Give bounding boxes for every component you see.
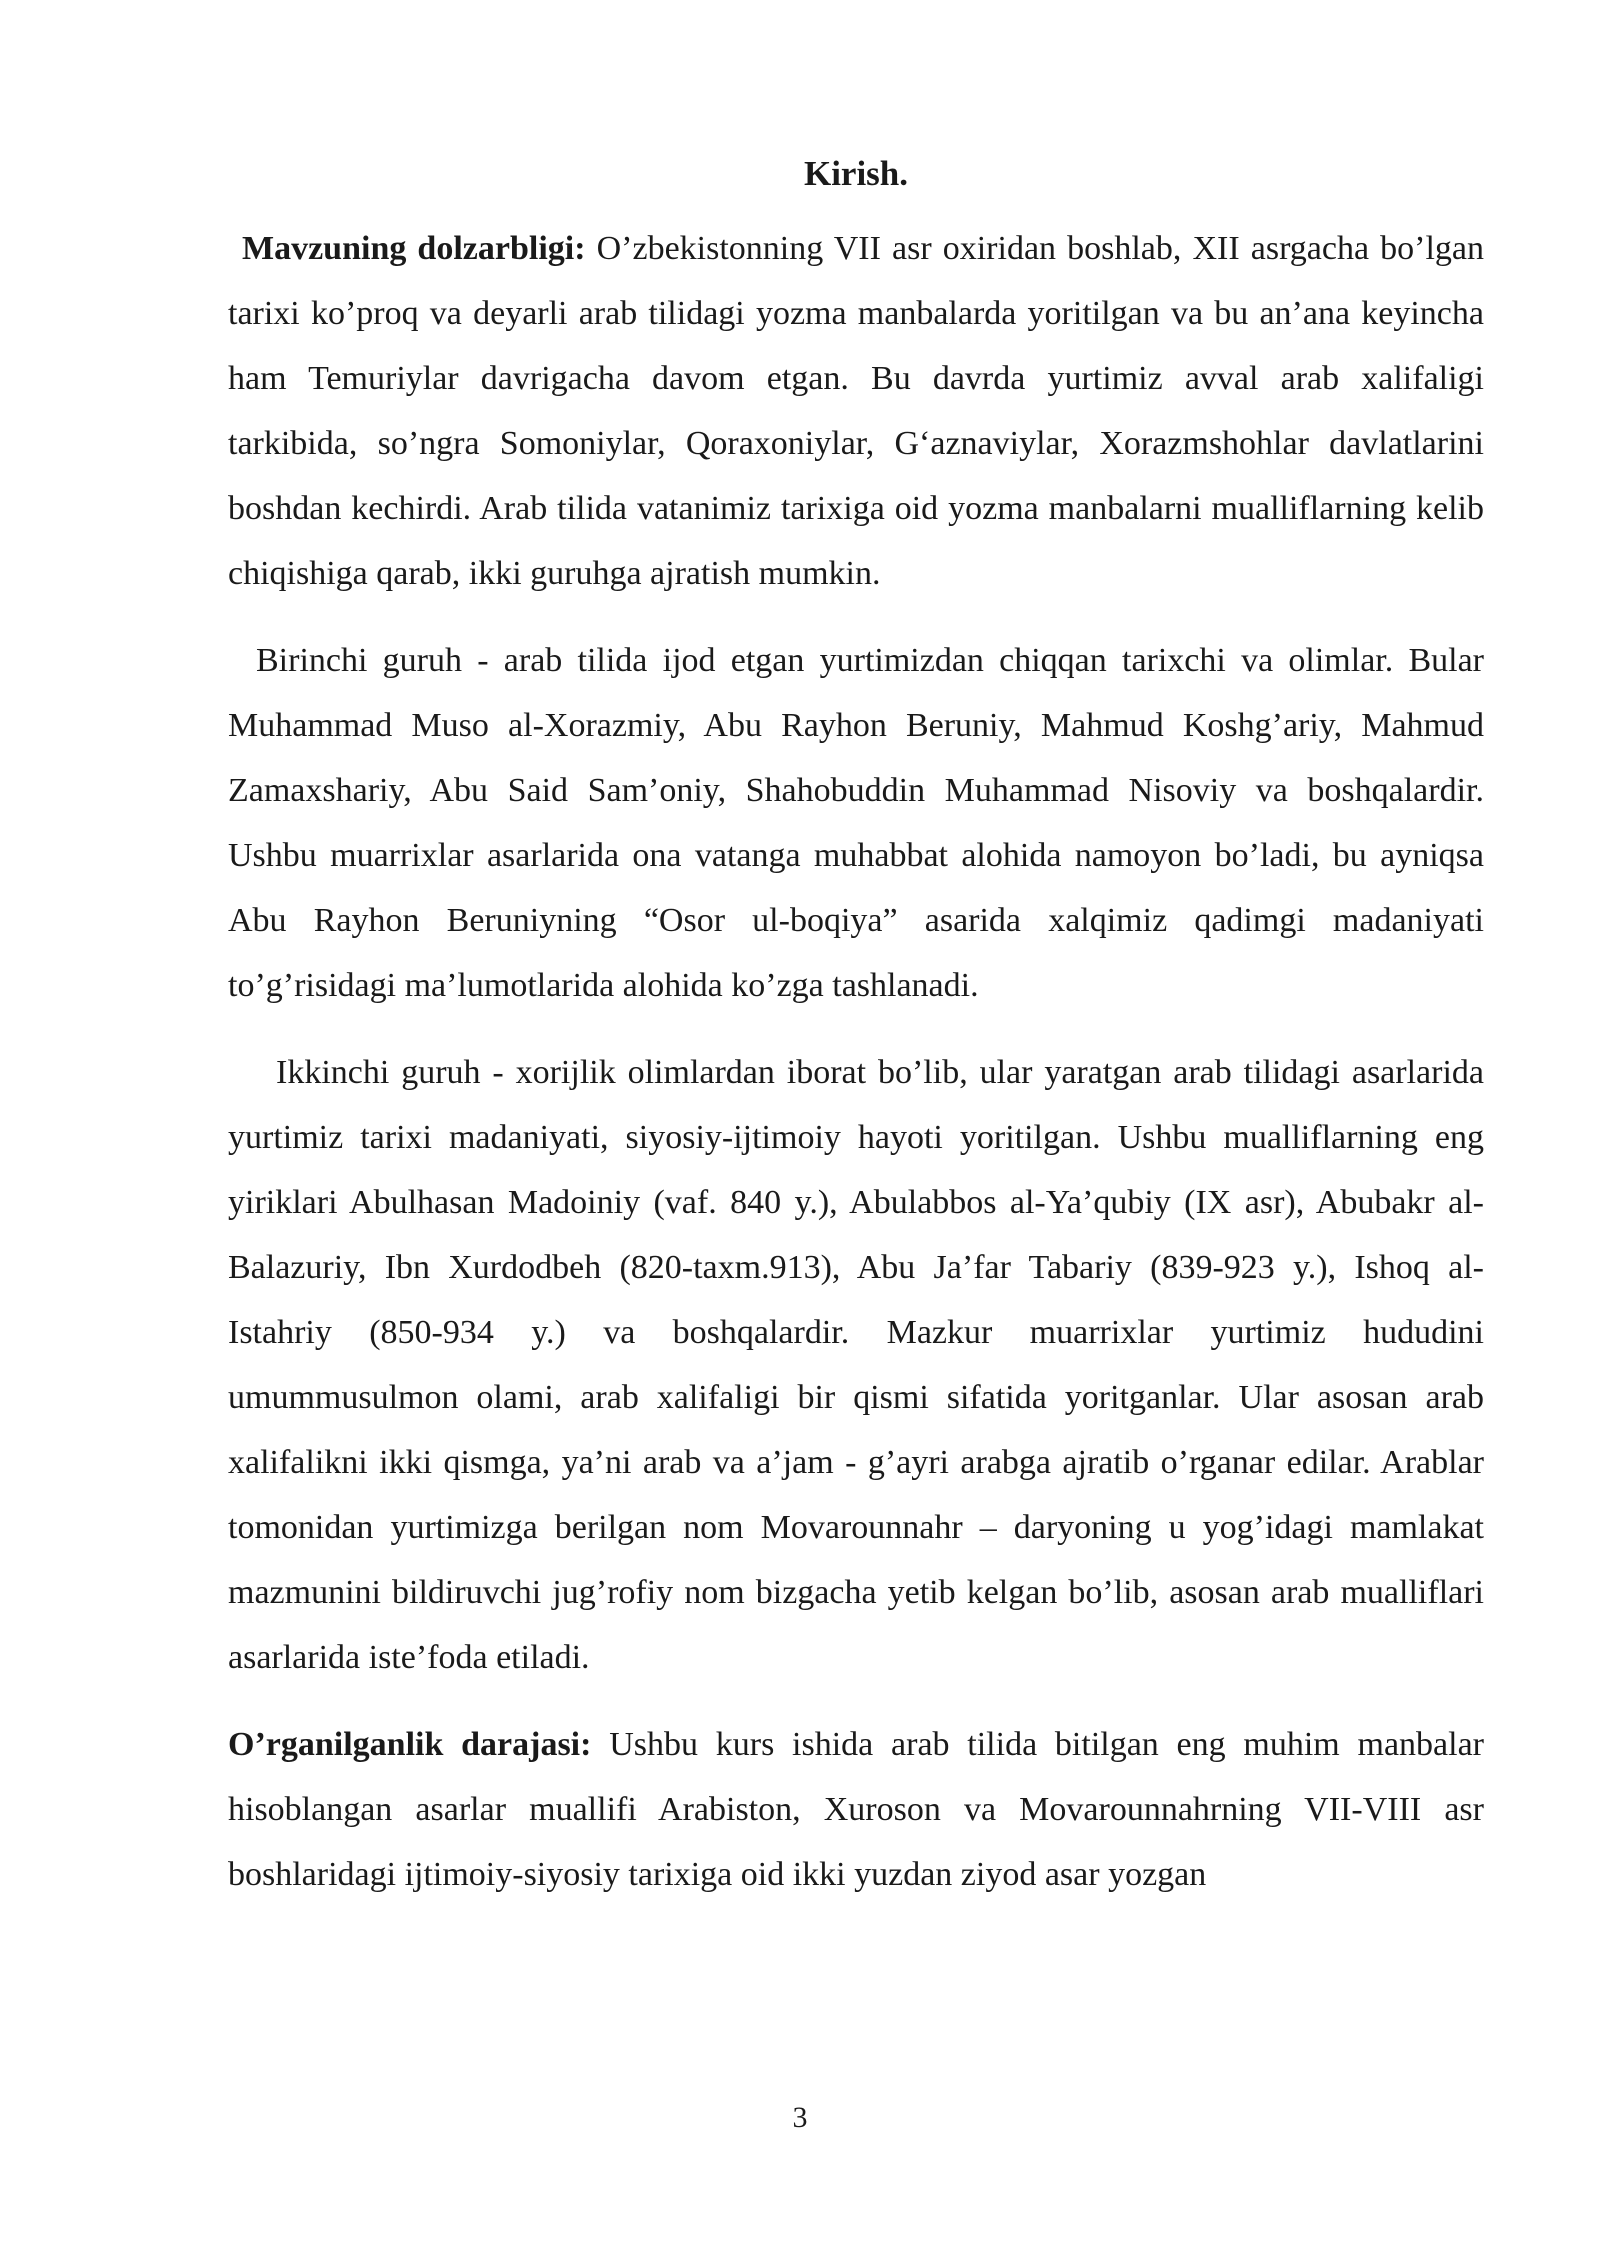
paragraph-text-second-group: Ikkinchi guruh - xorijlik olimlardan iborat bo’lib, ular yaratgan arab tilidagi asarlarida yurtimiz tarixi madaniyati, siyosiy-ijtimoiy hayoti yoritilgan. Ushbu mualliflarning eng yiriklari Abulhasan Madoiniy (vaf. 840 y.), Abulabbos al-Ya’qubiy (IX asr), Abubakr al-Balazuriy, Ibn Xurdodbeh (820-taxm.913), Abu Ja’far Tabariy (839-923 y.), Ishoq al-Istahriy (850-934 y.) va boshqalardir. Mazkur muarrixlar yurtimiz hududini umummusulmon olami, arab xalifaligi bir qismi sifatida yoritganlar. Ular asosan arab xalifalikni ikki qismga, ya’ni arab va a’jam - g’ayri arabga ajratib o’rganar edilar. Arablar tomonidan yurtimizga berilgan nom Movarounnahr – daryoning u yog’idagi mamlakat mazmunini bildiruvchi jug’rofiy nom bizgacha yetib kelgan bo’lib, asosan arab mualliflari asarlarida iste’foda etiladi. bbox=[228, 1054, 1484, 1676]
paragraph-second-group bbox=[228, 1040, 1484, 1690]
paragraph-first-group bbox=[228, 628, 1484, 1018]
paragraph-text-relevance: O’zbekistonning VII asr oxiridan boshlab, XII asrgacha bo’lgan tarixi ko’proq va deyarli arab tilidagi yozma manbalarda yoritilgan va bu an’ana keyincha ham Temuriylar davrigacha davom etgan. Bu davrda yurtimiz avval arab xalifaligi tarkibida, so’ngra Somoniylar, Qoraxoniylar, G‘aznaviylar, Xorazmshohlar davlatlarini boshdan kechirdi. Arab tilida vatanimiz tarixiga oid yozma manbalarni mualliflarning kelib chiqishiga qarab, ikki guruhga ajratish mumkin. bbox=[228, 230, 1484, 592]
paragraph-text-first-group: Birinchi guruh - arab tilida ijod etgan yurtimizdan chiqqan tarixchi va olimlar. Bular Muhammad Muso al-Xorazmiy, Abu Rayhon Beruniy, Mahmud Koshg’ariy, Mahmud Zamaxshariy, Abu Said Sam’oniy, Shahobuddin Muhammad Nisoviy va boshqalardir. Ushbu muarrixlar asarlarida ona vatanga muhabbat alohida namoyon bo’ladi, bu ayniqsa Abu Rayhon Beruniyning “Osor ul-boqiya” asarida xalqimiz qadimgi madaniyati to’g’risidagi ma’lumotlarida alohida ko’zga tashlanadi. bbox=[228, 642, 1484, 1004]
paragraph-study-level bbox=[228, 1712, 1484, 1907]
paragraph-relevance bbox=[228, 216, 1484, 606]
paragraph-text-study-level: Ushbu kurs ishida arab tilida bitilgan eng muhim manbalar hisoblangan asarlar muallifi Arabiston, Xuroson va Movarounnahrning VII-VIII asr boshlaridagi ijtimoiy-siyosiy tarixiga oid ikki yuzdan ziyod asar yozgan bbox=[228, 1726, 1484, 1893]
page-number: 3 bbox=[792, 2101, 808, 2134]
paragraph-lead-study-level: O’rganilganlik darajasi: bbox=[228, 1726, 592, 1763]
document-body bbox=[228, 150, 1484, 1929]
document-title: Kirish. bbox=[803, 154, 909, 193]
paragraph-lead-relevance: Mavzuning dolzarbligi: bbox=[242, 230, 586, 267]
